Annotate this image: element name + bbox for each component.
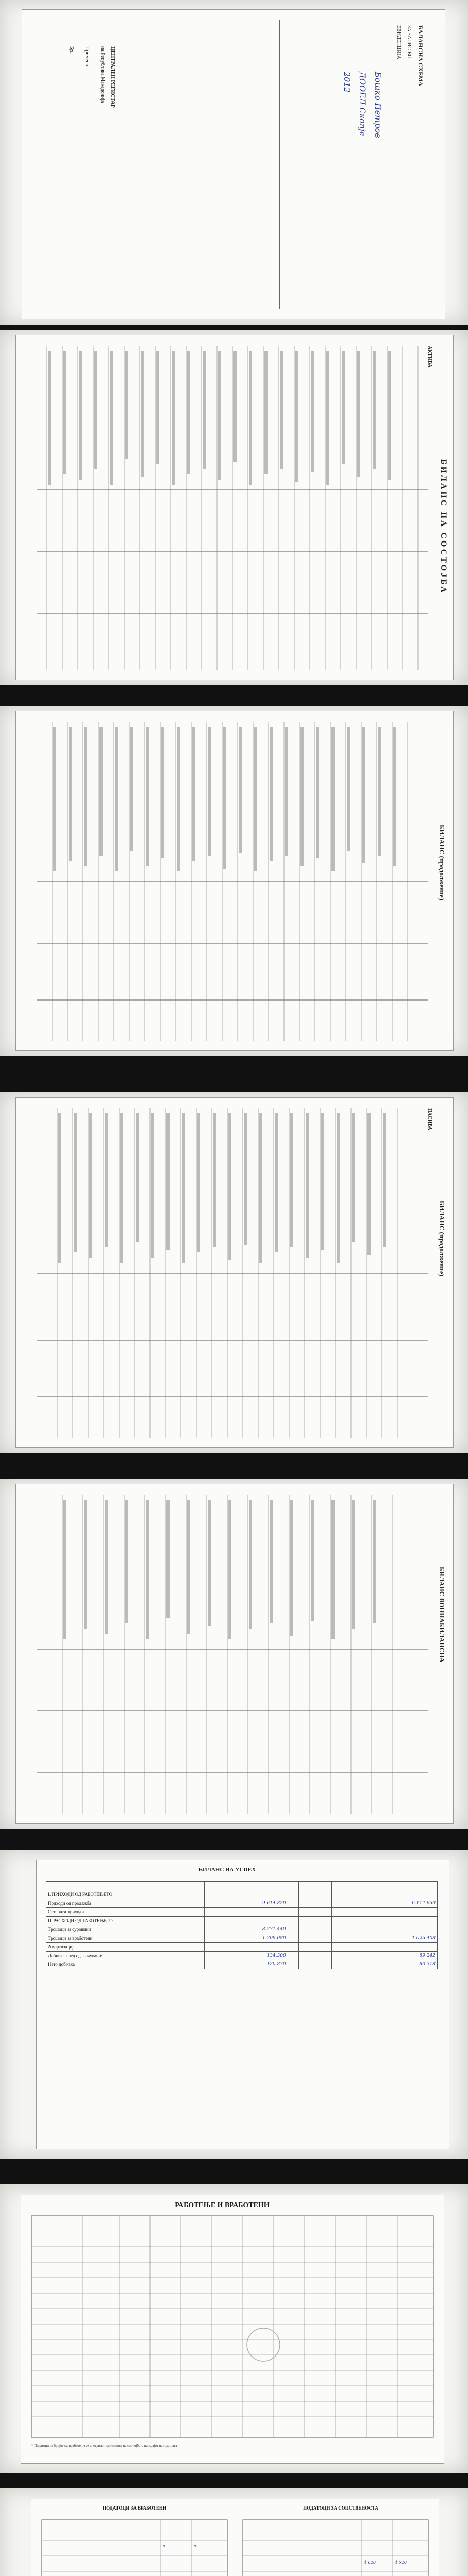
income-row-a: 8.271.440	[205, 1925, 288, 1934]
income-row-a	[205, 1943, 288, 1952]
income-row-b	[354, 1917, 438, 1925]
aktiva-label: АКТИВА	[427, 346, 432, 368]
balance-grid-3	[16, 1098, 453, 1447]
balance-grid-4	[16, 1484, 453, 1823]
income-title: БИЛАНС НА УСПЕХ	[198, 1867, 256, 1873]
pasiva-label: ПАСИВА	[427, 1108, 432, 1130]
income-row-label: Останати приходи	[46, 1908, 205, 1917]
income-row-b	[354, 1908, 438, 1917]
notes-right-title: ПОДАТОЦИ ЗА СОПСТВЕНОСТА	[303, 2505, 378, 2511]
income-row-b: 89.242	[354, 1952, 438, 1960]
page-4-label: БИЛАНС ВОННАБИЛАНСНА	[438, 1567, 446, 1663]
income-row-a: 134.300	[205, 1952, 288, 1960]
notes-value-4: 4.620	[364, 2560, 376, 2565]
balance-page-1	[15, 335, 454, 680]
notes-grid	[31, 2499, 439, 2576]
scan-cover	[0, 0, 468, 325]
income-row-label: Трошоци за суровини	[46, 1925, 205, 1934]
scan-balance-1	[0, 330, 468, 685]
scan-balance-3	[0, 1092, 468, 1453]
cover-page	[22, 9, 445, 319]
ratios-note: * Податоци за бројот на вработени се внесуваат врз основа на состојбата на крајот на годината	[31, 2444, 177, 2448]
stamp-line-1: ЦЕНТРАЛЕН РЕГИСТАР	[110, 46, 115, 108]
income-row	[46, 1925, 438, 1934]
notes-page	[31, 2499, 439, 2576]
income-row-a	[205, 1917, 288, 1925]
cover-hand-1: Бошко Петров	[373, 72, 383, 138]
income-row-b	[354, 1943, 438, 1952]
income-row-b: 80.318	[354, 1960, 438, 1969]
page-2-label: БИЛАНС (продолжение)	[438, 825, 446, 901]
ratios-title: РАБОТЕЊЕ И ВРАБОТЕНИ	[175, 2201, 270, 2209]
income-row-b: 1.025.408	[354, 1934, 438, 1943]
income-row-label: Трошоци за вработени	[46, 1934, 205, 1943]
income-row	[46, 1917, 438, 1925]
income-row-b: 6.114.650	[354, 1899, 438, 1908]
notes-value-2: 7	[194, 2545, 197, 2549]
stamp-line-2: на Република Македонија	[99, 46, 105, 103]
scan-balance-2	[0, 706, 468, 1056]
balance-page-4	[15, 1484, 454, 1824]
cover-hand-3: 2012	[342, 72, 352, 93]
income-row-label: Добивка пред оданочување	[46, 1952, 205, 1960]
income-row-label: II. РАСХОДИ ОД РАБОТЕЊЕТО	[46, 1917, 205, 1925]
income-row	[46, 1899, 438, 1908]
ratios-grid	[21, 2195, 444, 2463]
scan-ratios	[0, 2184, 468, 2473]
income-row-label: Нето добивка	[46, 1960, 205, 1969]
scan-income	[0, 1850, 468, 2159]
income-row	[46, 1943, 438, 1952]
scan-balance-4	[0, 1479, 468, 1829]
stamp-line-3: Примено:	[84, 46, 90, 68]
balance-page-3	[15, 1097, 454, 1448]
cover-line-3: ЕВИДЕНЦИЈА	[396, 25, 402, 59]
income-row-label: Приходи од продажба	[46, 1899, 205, 1908]
scan-notes	[0, 2488, 468, 2576]
ratios-page	[21, 2195, 444, 2464]
notes-left-title: ПОДАТОЦИ ЗА ВРАБОТЕНИ	[103, 2505, 166, 2511]
notes-value-5: 4.620	[395, 2560, 407, 2565]
income-row-a	[205, 1890, 288, 1899]
cover-line-1: БАЛАНСНА СХЕМА	[417, 25, 424, 87]
income-row	[46, 1960, 438, 1969]
income-row	[46, 1934, 438, 1943]
page-3-label: БИЛАНС (продолжение)	[438, 1201, 446, 1277]
cover-line-2: ЗА ЗАПИС ВО	[406, 25, 412, 59]
balance-grid-2	[16, 711, 453, 1050]
income-row-a: 120.870	[205, 1960, 288, 1969]
income-row-a	[205, 1908, 288, 1917]
cover-hand-2: ДООЕЛ Скопје	[358, 72, 367, 137]
balance-grid-1	[16, 335, 453, 680]
income-row	[46, 1952, 438, 1960]
income-row	[46, 1890, 438, 1899]
income-row-b	[354, 1890, 438, 1899]
income-row-a: 1.209.080	[205, 1934, 288, 1943]
income-row-b	[354, 1925, 438, 1934]
income-row-a: 9.614.820	[205, 1899, 288, 1908]
income-page	[36, 1860, 449, 2149]
income-table	[46, 1881, 438, 1969]
income-row	[46, 1908, 438, 1917]
register-stamp-box	[43, 41, 121, 196]
balance-page-2	[15, 711, 454, 1051]
income-row-label: Амортизација	[46, 1943, 205, 1952]
bilans-header: БИЛАНС НА СОСТОЈБА	[439, 459, 448, 595]
income-row-label: I. ПРИХОДИ ОД РАБОТЕЊЕТО	[46, 1890, 205, 1899]
stamp-line-4: Бр.:	[69, 46, 74, 55]
notes-value-1: 7	[163, 2545, 166, 2549]
